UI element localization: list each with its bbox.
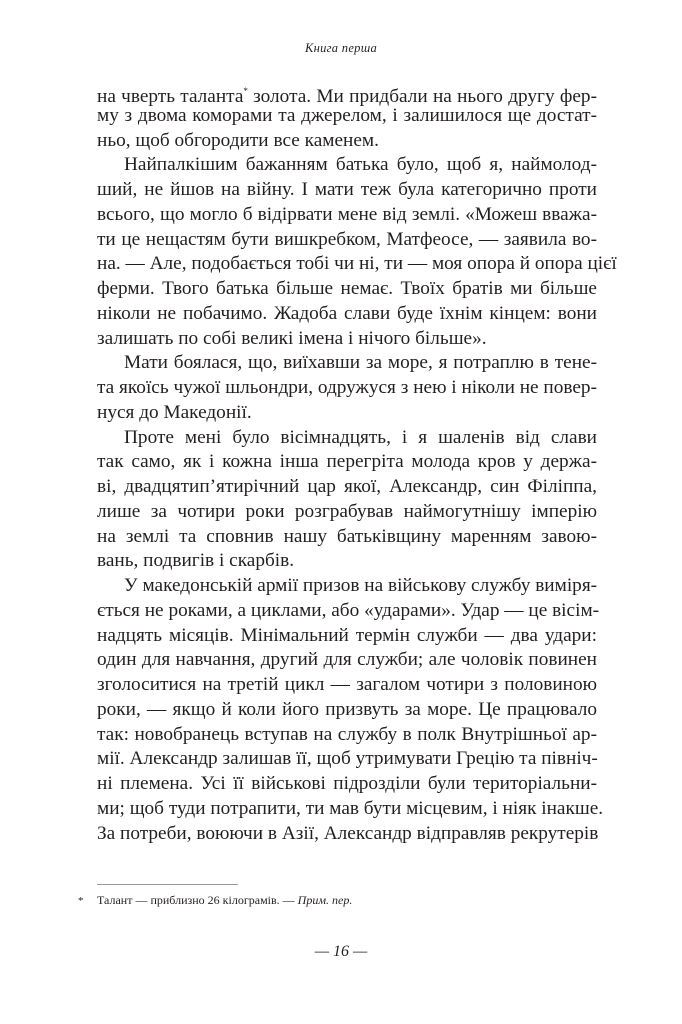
text-line: За потреби, воюючи в Азії, Александр відправляв рекрутерів	[97, 822, 599, 844]
text-line: один для навчання, другий для служби; але чоловік повинен	[97, 649, 597, 671]
text-line: всього, що могло б відірвати мене від землі. «Можеш вважа-	[97, 203, 597, 225]
text-line: мії. Александр залишав її, щоб утримувати Грецію та північ-	[97, 748, 598, 770]
text-line: ні племена. Усі її військові підрозділи були територіальни-	[97, 773, 597, 794]
text-line: вань, подвигів і скарбів.	[97, 550, 295, 572]
text-line: на землі та сповнив нашу батьківщину маренням завою-	[97, 525, 597, 547]
text-line: зголоситися на третій цикл — загалом чотири з половиною	[97, 674, 597, 695]
text-line: та якоїсь чужої шльондри, одружуся з нею і ніколи не повер-	[97, 377, 597, 398]
text-line: так само, як і кожна інша перегріта молода кров у держа-	[97, 451, 597, 473]
running-head: Книга перша	[304, 41, 378, 55]
footnote-marker: *	[78, 895, 84, 907]
text-line: Найпалкішим бажанням батька було, щоб я, наймолод-	[124, 154, 597, 176]
paragraph	[97, 79, 597, 153]
text-line: ти це нещастям бути вишкребком, Матфеосе, — заявила во-	[97, 228, 597, 250]
text-line: залишать по собі великі імена і нічого більше».	[97, 327, 487, 349]
text-line: нуся до Македонії.	[97, 401, 252, 423]
text-line: ферми. Твого батька більше немає. Твоїх братів ми більше	[97, 278, 597, 299]
text-line: Проте мені було вісімнадцять, і я шаленів від слави	[124, 426, 597, 448]
paragraph	[97, 574, 604, 846]
footnote-reference: *	[243, 86, 248, 96]
text-line: ньо, щоб обгородити все каменем.	[97, 129, 379, 151]
text-line: надцять місяців. Мінімальний термін служби — два удари:	[97, 624, 597, 646]
text-line: ється не роками, а циклами, або «ударами». Удар — це вісім-	[97, 599, 600, 621]
text-line: так: новобранець вступав на службу в полк Внутрішньої ар-	[97, 723, 597, 745]
text-line: ві, двадцятип’ятирічний цар якої, Александр, син Філіппа,	[97, 476, 597, 497]
text-line: на чверть таланта* золота. Ми придбали на нього другу фер-	[97, 86, 597, 107]
paragraph	[97, 426, 597, 575]
text-line: ший, не йшов на війну. І мати теж була категорично проти	[97, 179, 597, 200]
footnote-translator-note: Прим. пер.	[297, 893, 353, 907]
paragraph	[97, 351, 597, 425]
text-line: му з двома коморами та джерелом, і залишилося ще достат-	[97, 104, 597, 126]
text-line: лише за чотири роки розграбував наймогутнішу імперію	[97, 500, 597, 522]
footnote-divider	[97, 884, 238, 885]
text-line: на. — Але, подобається тобі чи ні, ти — моя опора й опора цієї	[97, 253, 617, 275]
body-text	[97, 79, 617, 846]
text-line: ми; щоб туди потрапити, ти мав бути місцевим, і ніяк інакше.	[97, 797, 604, 819]
text-line: роки, — якщо й коли його призвуть за море. Це працювало	[97, 698, 597, 720]
text-line: У македонській армії призов на військову службу виміря-	[124, 575, 598, 596]
paragraph	[97, 153, 617, 351]
text-line: ніколи не побачимо. Жадоба слави буде їхнім кінцем: вони	[97, 302, 597, 324]
page-number: — 16 —	[314, 943, 368, 960]
footnote	[78, 893, 352, 908]
footnote-text: Талант — приблизно 26 кілограмів. —	[97, 893, 295, 907]
text-line: Мати боялася, що, виїхавши за море, я потраплю в тене-	[124, 352, 597, 374]
